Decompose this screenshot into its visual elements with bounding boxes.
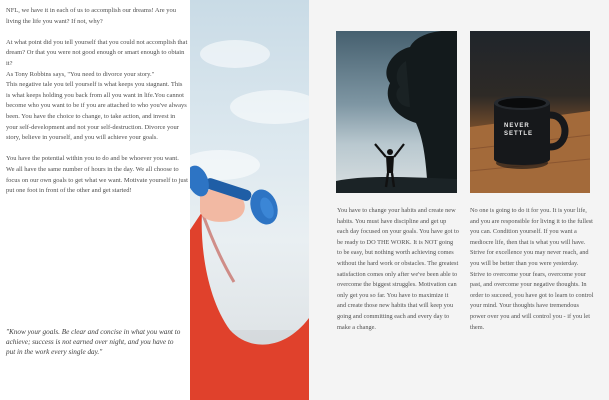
left-page bbox=[0, 0, 190, 400]
paragraph-question: At what point did you tell yourself that you could not accomplish that dream? Or that you were not good enough or smart enough to obtain it? bbox=[6, 38, 188, 67]
mug-text-line-2: SETTLE bbox=[504, 131, 534, 137]
paragraph-potential: You have the potential within you to do and be whoever you want. We all have the same number of hours in the day. We all choose to focus on our own goals to get what we want. Motivate yourself to just put one foot in front of the other and get started! bbox=[6, 155, 188, 195]
dumbbell-arm-photo bbox=[190, 0, 309, 400]
silhouette-tree-photo bbox=[336, 31, 457, 193]
paragraph-robbins-quote: As Tony Robbins says, "You need to divorce your story." bbox=[6, 70, 155, 78]
paragraph-intro: NFL, we have it in each of us to accomplish our dreams! Are you living the life you want? If not, why? bbox=[6, 7, 177, 25]
mug-photo bbox=[470, 31, 590, 193]
left-body-text bbox=[0, 0, 192, 207]
pull-quote: "Know your goals. Be clear and concise in what you want to achieve; success is not earned over night, and you have to put in the work every single day." bbox=[6, 328, 181, 357]
right-column-b: No one is going to do it for you. It is your life, and you are responsible for living it to the fullest you can. Condition yourself. If you want a mediocre life, then that is what you will have. Strive for excellence you may never reach, and you will be better than you were yesterday. Strive to overcome your fears, overcome your past, and overcome your negative thoughts. In order to succeed, you have got to learn to control your mind. Your thoughts have tremendous power over you and will control you - if you let them. bbox=[470, 207, 594, 331]
right-column-a: You have to change your habits and create new habits. You must have discipline and get up each day focused on your goals. You have got to be ready to DO THE WORK. It is NOT going to be easy, but nothing worth achieving comes without the hard work or obstacles. The greatest satisfaction comes only after we've been able to overcome the biggest struggles. Motivation can only get you so far. You have to maximize it and create those new habits that will keep you going and committing each and every day to make a change. bbox=[337, 207, 459, 331]
paragraph-negative-tale: This negative tale you tell yourself is what keeps you stagnant. This is what keeps holding you back from all you want in life.You cannot become who you want to be if you are attached to who you've always been. You have the choice to change, to take action, and invest in your self-development and not your self-destruction. Divorce your story, believe in yourself, and you will achieve your goals. bbox=[6, 81, 187, 142]
mug-text-line-1: NEVER bbox=[504, 123, 530, 129]
